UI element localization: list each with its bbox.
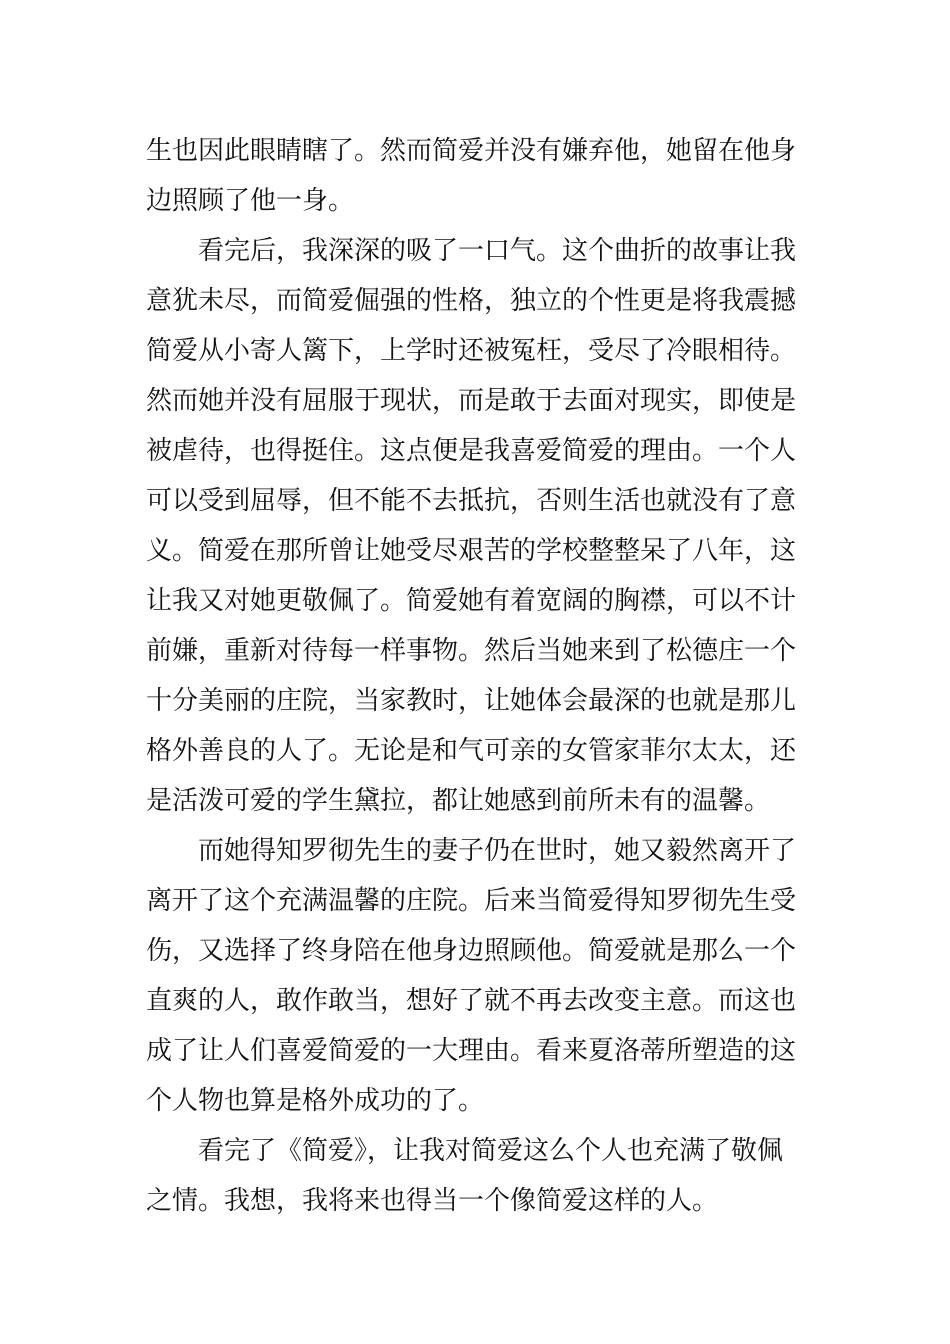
- text-line: 简爱从小寄人篱下，上学时还被冤枉，受尽了冷眼相待。: [146, 336, 797, 366]
- paragraph-1: [146, 126, 810, 226]
- document-body: [146, 126, 810, 1226]
- paragraph-2: [146, 226, 810, 826]
- text-line: 看完后，我深深的吸了一口气。这个曲折的故事让我: [198, 236, 797, 266]
- text-line: 义。简爱在那所曾让她受尽艰苦的学校整整呆了八年，这: [146, 536, 797, 566]
- text-line: 伤，又选择了终身陪在他身边照顾他。简爱就是那么一个: [146, 936, 797, 966]
- text-line: 让我又对她更敬佩了。简爱她有着宽阔的胸襟，可以不计: [146, 586, 797, 616]
- text-line: 被虐待，也得挺住。这点便是我喜爱简爱的理由。一个人: [146, 436, 797, 466]
- text-line: 直爽的人，敢作敢当，想好了就不再去改变主意。而这也: [146, 986, 797, 1016]
- text-line: 离开了这个充满温馨的庄院。后来当简爱得知罗彻先生受: [146, 886, 797, 916]
- text-line: 前嫌，重新对待每一样事物。然后当她来到了松德庄一个: [146, 636, 797, 666]
- text-line: 十分美丽的庄院，当家教时，让她体会最深的也就是那儿: [146, 686, 797, 716]
- text-line: 看完了《简爱》，让我对简爱这么个人也充满了敬佩: [198, 1136, 784, 1166]
- paragraph-4: [146, 1126, 810, 1226]
- text-line: 边照顾了他一身。: [146, 186, 355, 216]
- text-line: 生也因此眼睛瞎了。然而简爱并没有嫌弃他，她留在他身: [146, 136, 797, 166]
- text-line: 意犹未尽，而简爱倔强的性格，独立的个性更是将我震撼: [146, 286, 797, 316]
- text-line: 是活泼可爱的学生黛拉，都让她感到前所未有的温馨。: [146, 786, 771, 816]
- text-line: 而她得知罗彻先生的妻子仍在世时，她又毅然离开了: [198, 836, 797, 866]
- text-line: 然而她并没有屈服于现状，而是敢于去面对现实，即使是: [146, 386, 797, 416]
- text-line: 成了让人们喜爱简爱的一大理由。看来夏洛蒂所塑造的这: [146, 1036, 797, 1066]
- text-line: 格外善良的人了。无论是和气可亲的女管家菲尔太太，还: [146, 736, 797, 766]
- paragraph-3: [146, 826, 810, 1126]
- text-line: 个人物也算是格外成功的了。: [146, 1086, 485, 1116]
- text-line: 之情。我想，我将来也得当一个像简爱这样的人。: [146, 1186, 719, 1216]
- text-line: 可以受到屈辱，但不能不去抵抗，否则生活也就没有了意: [146, 486, 797, 516]
